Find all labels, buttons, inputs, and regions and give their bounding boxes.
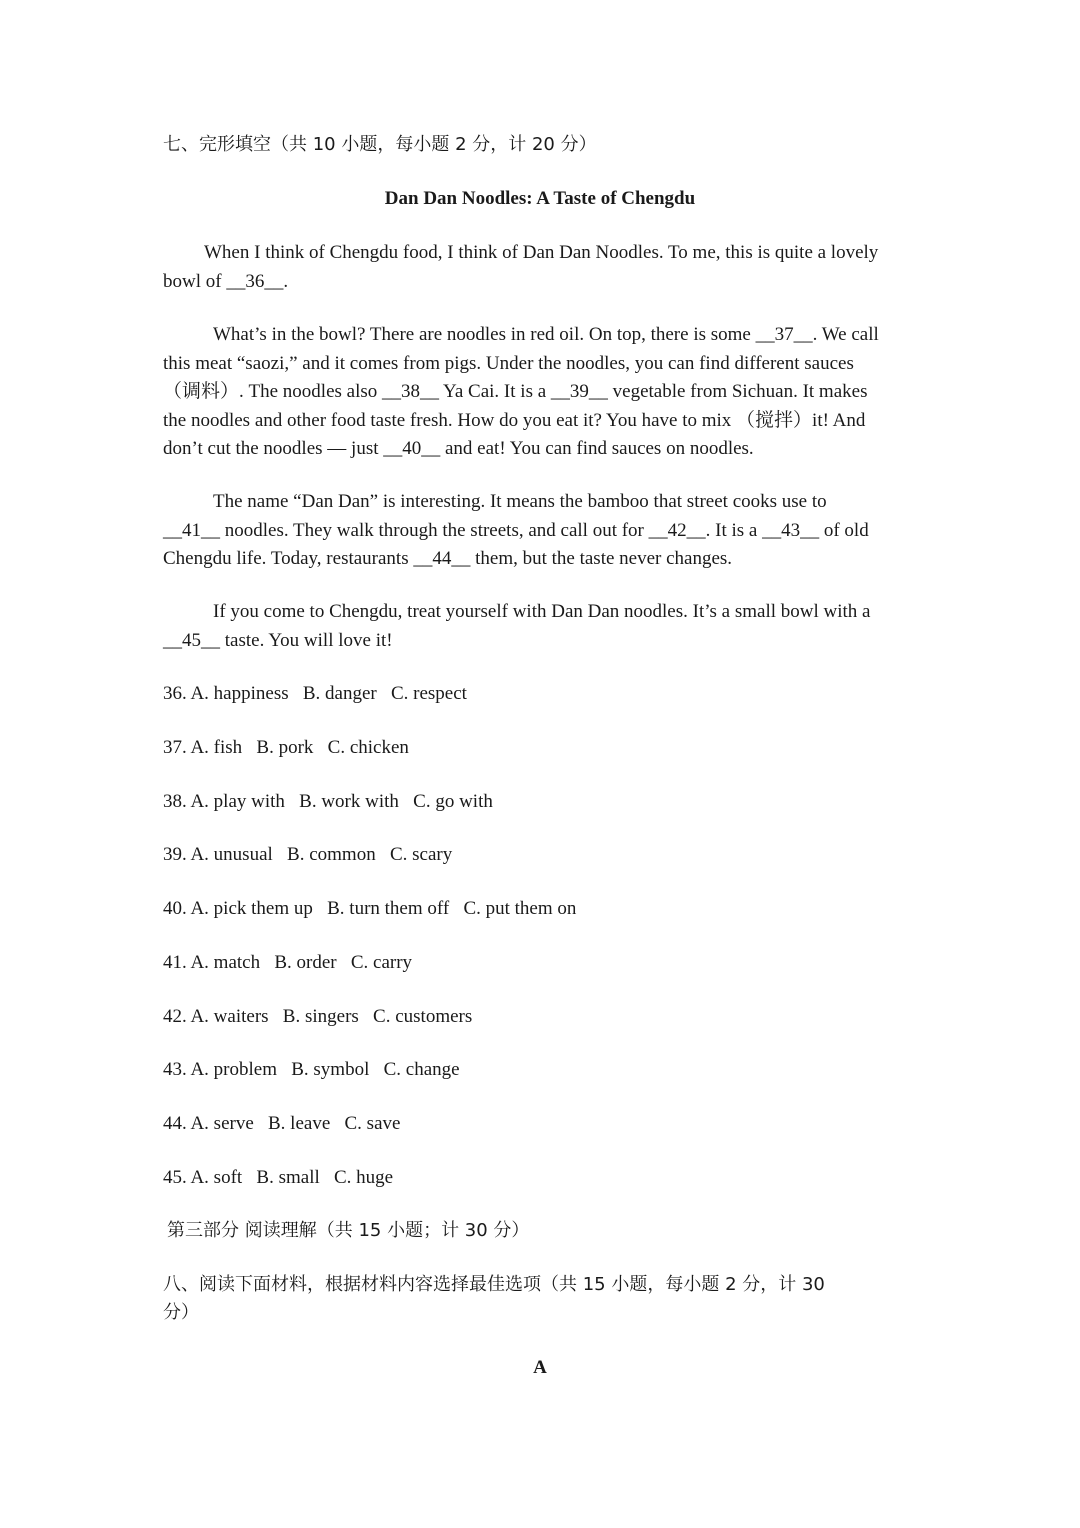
option-line-41: 41. A. match B. order C. carry [163, 952, 413, 973]
option-line-43: 43. A. problem B. symbol C. change [163, 1059, 460, 1080]
paragraph-line: （调料）. The noodles also __38__ Ya Cai. It is a __39__ vegetable from Sichuan. It makes [163, 381, 868, 402]
part3-heading: 第三部分 阅读理解（共 15 小题；计 30 分） [167, 1220, 530, 1241]
paragraph-line: If you come to Chengdu, treat yourself with Dan Dan noodles. It’s a small bowl with a [213, 601, 871, 622]
paragraph-line: __41__ noodles. They walk through the streets, and call out for __42__. It is a __43__ of old [163, 519, 869, 541]
paragraph-line: Chengdu life. Today, restaurants __44__ them, but the taste never changes. [163, 548, 733, 569]
passage-title: Dan Dan Noodles: A Taste of Chengdu [384, 188, 696, 209]
option-line-42: 42. A. waiters B. singers C. customers [163, 1006, 473, 1027]
option-line-40: 40. A. pick them up B. turn them off C. put them on [163, 898, 577, 919]
paragraph-1 [163, 239, 923, 296]
paragraph-line: bowl of __36__. [163, 270, 289, 292]
option-line-38: 38. A. play with B. work with C. go with [163, 791, 493, 812]
section8-heading-line1: 八、阅读下面材料，根据材料内容选择最佳选项（共 15 小题，每小题 2 分，计 30 [163, 1274, 825, 1295]
option-line-44: 44. A. serve B. leave C. save [163, 1113, 401, 1134]
paragraph-line: the noodles and other food taste fresh. How do you eat it? You have to mix （搅拌）it! And [163, 409, 866, 431]
section7-heading: 七、完形填空（共 10 小题，每小题 2 分，计 20 分） [163, 134, 597, 155]
option-line-45: 45. A. soft B. small C. huge [163, 1167, 394, 1188]
option-line-39: 39. A. unusual B. common C. scary [163, 844, 453, 865]
section8-heading-line2: 分） [163, 1302, 199, 1323]
paragraph-3 [163, 488, 923, 574]
option-line-37: 37. A. fish B. pork C. chicken [163, 737, 409, 758]
option-line-36: 36. A. happiness B. danger C. respect [163, 683, 467, 704]
paragraph-line: don’t cut the noodles — just __40__ and eat! You can find sauces on noodles. [163, 438, 754, 459]
paragraph-2 [163, 321, 923, 464]
paragraph-line: __45__ taste. You will love it! [163, 629, 393, 651]
paragraph-4 [163, 598, 923, 655]
paragraph-line: When I think of Chengdu food, I think of Dan Dan Noodles. To me, this is quite a lovely [204, 242, 879, 263]
paragraph-line: this meat “saozi,” and it comes from pigs. Under the noodles, you can find different sauces [163, 352, 854, 374]
paragraph-line: What’s in the bowl? There are noodles in red oil. On top, there is some __37__. We call [213, 324, 879, 345]
section-a-label: A [533, 1357, 547, 1378]
paragraph-line: The name “Dan Dan” is interesting. It means the bamboo that street cooks use to [213, 491, 827, 512]
